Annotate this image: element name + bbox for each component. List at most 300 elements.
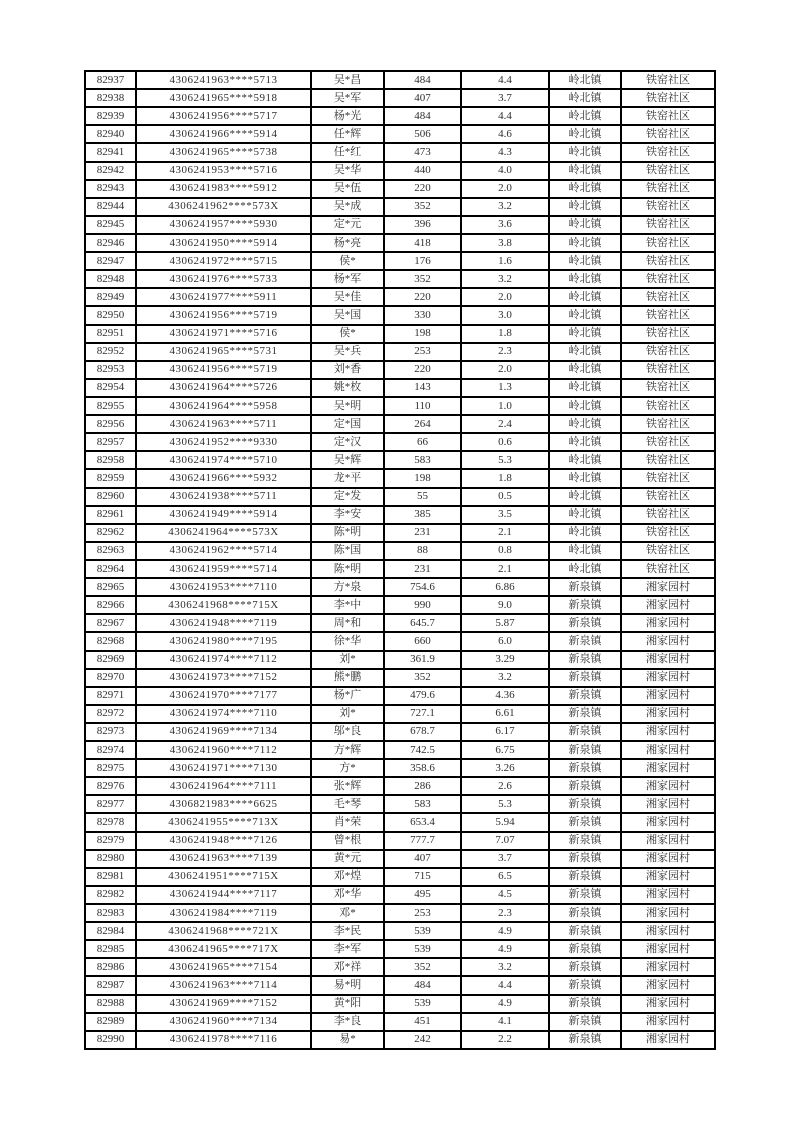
cell-value: 3.2 [461,198,549,216]
cell-amount: 253 [384,904,461,922]
cell-sequence-number: 82964 [85,560,136,578]
table-row [85,433,715,451]
cell-village: 铁窑社区 [621,252,715,270]
records-table-body [85,71,715,1049]
cell-value: 4.9 [461,922,549,940]
cell-sequence-number: 82945 [85,216,136,234]
table-row [85,1013,715,1031]
table-row [85,596,715,614]
table-row [85,415,715,433]
cell-amount: 754.6 [384,578,461,596]
cell-sequence-number: 82979 [85,832,136,850]
cell-value: 4.6 [461,125,549,143]
cell-person-name: 吴*国 [311,306,384,324]
cell-sequence-number: 82941 [85,143,136,161]
cell-person-name: 定*元 [311,216,384,234]
cell-amount: 407 [384,89,461,107]
cell-town: 新泉镇 [549,958,621,976]
cell-id-card-number: 4306241971****5716 [136,325,311,343]
cell-person-name: 肖*荣 [311,813,384,831]
cell-town: 新泉镇 [549,850,621,868]
cell-village: 铁窑社区 [621,469,715,487]
cell-value: 0.6 [461,433,549,451]
cell-amount: 361.9 [384,651,461,669]
cell-town: 新泉镇 [549,669,621,687]
table-row [85,180,715,198]
table-row [85,379,715,397]
cell-sequence-number: 82940 [85,125,136,143]
cell-amount: 220 [384,361,461,379]
cell-village: 湘家园村 [621,759,715,777]
cell-amount: 242 [384,1031,461,1049]
cell-town: 新泉镇 [549,1031,621,1049]
cell-person-name: 刘* [311,651,384,669]
cell-value: 4.4 [461,107,549,125]
cell-person-name: 张*辉 [311,777,384,795]
cell-value: 4.4 [461,976,549,994]
cell-amount: 231 [384,560,461,578]
cell-value: 2.1 [461,560,549,578]
cell-value: 3.2 [461,270,549,288]
cell-sequence-number: 82959 [85,469,136,487]
cell-town: 新泉镇 [549,687,621,705]
cell-id-card-number: 4306241968****715X [136,596,311,614]
cell-town: 新泉镇 [549,759,621,777]
cell-value: 2.0 [461,180,549,198]
cell-sequence-number: 82968 [85,632,136,650]
cell-sequence-number: 82942 [85,162,136,180]
cell-town: 岭北镇 [549,143,621,161]
cell-person-name: 吴*昌 [311,71,384,89]
cell-value: 3.5 [461,506,549,524]
table-row [85,542,715,560]
cell-village: 湘家园村 [621,578,715,596]
cell-id-card-number: 4306241956****5719 [136,361,311,379]
cell-village: 湘家园村 [621,651,715,669]
cell-person-name: 定*发 [311,488,384,506]
cell-village: 湘家园村 [621,632,715,650]
cell-id-card-number: 4306241969****7134 [136,723,311,741]
cell-person-name: 侯* [311,325,384,343]
cell-amount: 198 [384,325,461,343]
cell-amount: 539 [384,940,461,958]
cell-village: 湘家园村 [621,705,715,723]
cell-person-name: 吴*辉 [311,451,384,469]
table-row [85,469,715,487]
cell-amount: 727.1 [384,705,461,723]
cell-id-card-number: 4306241953****5716 [136,162,311,180]
table-row [85,270,715,288]
cell-value: 6.5 [461,868,549,886]
table-row [85,343,715,361]
cell-person-name: 黄*元 [311,850,384,868]
cell-town: 岭北镇 [549,325,621,343]
cell-town: 新泉镇 [549,813,621,831]
cell-town: 岭北镇 [549,415,621,433]
cell-village: 铁窑社区 [621,325,715,343]
cell-village: 铁窑社区 [621,451,715,469]
cell-id-card-number: 4306241949****5914 [136,506,311,524]
cell-value: 2.0 [461,288,549,306]
cell-id-card-number: 4306241974****5710 [136,451,311,469]
cell-town: 岭北镇 [549,451,621,469]
cell-village: 铁窑社区 [621,288,715,306]
cell-id-card-number: 4306241962****5714 [136,542,311,560]
cell-village: 湘家园村 [621,904,715,922]
cell-town: 岭北镇 [549,433,621,451]
cell-person-name: 吴*佳 [311,288,384,306]
cell-village: 湘家园村 [621,1031,715,1049]
cell-village: 铁窑社区 [621,343,715,361]
cell-village: 湘家园村 [621,777,715,795]
cell-village: 铁窑社区 [621,216,715,234]
table-row [85,832,715,850]
table-row [85,252,715,270]
cell-id-card-number: 4306241963****7114 [136,976,311,994]
cell-amount: 220 [384,180,461,198]
cell-value: 4.4 [461,71,549,89]
cell-person-name: 吴*华 [311,162,384,180]
cell-sequence-number: 82973 [85,723,136,741]
cell-amount: 176 [384,252,461,270]
cell-person-name: 邓*华 [311,886,384,904]
cell-sequence-number: 82948 [85,270,136,288]
table-row [85,89,715,107]
cell-value: 5.3 [461,795,549,813]
cell-value: 1.8 [461,469,549,487]
cell-id-card-number: 4306241965****5918 [136,89,311,107]
cell-village: 铁窑社区 [621,143,715,161]
cell-id-card-number: 4306241964****573X [136,524,311,542]
cell-amount: 473 [384,143,461,161]
cell-town: 新泉镇 [549,723,621,741]
cell-village: 湘家园村 [621,832,715,850]
cell-amount: 418 [384,234,461,252]
cell-id-card-number: 4306241938****5711 [136,488,311,506]
table-row [85,759,715,777]
cell-sequence-number: 82982 [85,886,136,904]
cell-person-name: 熊*鹏 [311,669,384,687]
cell-person-name: 徐*华 [311,632,384,650]
cell-value: 2.3 [461,904,549,922]
cell-person-name: 邓* [311,904,384,922]
cell-value: 3.0 [461,306,549,324]
cell-sequence-number: 82951 [85,325,136,343]
cell-town: 岭北镇 [549,125,621,143]
cell-sequence-number: 82938 [85,89,136,107]
table-row [85,705,715,723]
cell-amount: 479.6 [384,687,461,705]
table-row [85,669,715,687]
cell-id-card-number: 4306241973****7152 [136,669,311,687]
table-row [85,524,715,542]
cell-town: 岭北镇 [549,198,621,216]
table-row [85,162,715,180]
table-row [85,288,715,306]
table-row [85,306,715,324]
cell-sequence-number: 82980 [85,850,136,868]
cell-person-name: 定*国 [311,415,384,433]
cell-village: 铁窑社区 [621,524,715,542]
cell-village: 铁窑社区 [621,361,715,379]
cell-value: 4.3 [461,143,549,161]
cell-town: 岭北镇 [549,89,621,107]
cell-person-name: 吴*军 [311,89,384,107]
table-row [85,506,715,524]
cell-sequence-number: 82958 [85,451,136,469]
cell-sequence-number: 82949 [85,288,136,306]
cell-value: 4.1 [461,1013,549,1031]
cell-village: 铁窑社区 [621,107,715,125]
cell-person-name: 刘* [311,705,384,723]
cell-id-card-number: 4306241955****713X [136,813,311,831]
table-row [85,451,715,469]
cell-id-card-number: 4306241965****717X [136,940,311,958]
table-row [85,614,715,632]
cell-town: 新泉镇 [549,922,621,940]
cell-town: 岭北镇 [549,542,621,560]
cell-value: 4.0 [461,162,549,180]
cell-sequence-number: 82960 [85,488,136,506]
cell-village: 湘家园村 [621,741,715,759]
cell-value: 1.6 [461,252,549,270]
cell-person-name: 易* [311,1031,384,1049]
cell-sequence-number: 82977 [85,795,136,813]
cell-person-name: 吴*伍 [311,180,384,198]
cell-value: 3.7 [461,850,549,868]
cell-sequence-number: 82957 [85,433,136,451]
cell-amount: 506 [384,125,461,143]
cell-id-card-number: 4306241972****5715 [136,252,311,270]
cell-amount: 55 [384,488,461,506]
cell-person-name: 杨*光 [311,107,384,125]
cell-village: 铁窑社区 [621,560,715,578]
cell-id-card-number: 4306241977****5911 [136,288,311,306]
cell-id-card-number: 4306241976****5733 [136,270,311,288]
cell-village: 湘家园村 [621,958,715,976]
table-row [85,976,715,994]
table-row [85,198,715,216]
cell-value: 3.8 [461,234,549,252]
cell-village: 湘家园村 [621,886,715,904]
cell-amount: 198 [384,469,461,487]
cell-village: 湘家园村 [621,596,715,614]
cell-sequence-number: 82952 [85,343,136,361]
cell-id-card-number: 4306241953****7110 [136,578,311,596]
cell-sequence-number: 82983 [85,904,136,922]
table-row [85,850,715,868]
cell-amount: 495 [384,886,461,904]
cell-value: 5.3 [461,451,549,469]
cell-sequence-number: 82990 [85,1031,136,1049]
cell-person-name: 李*民 [311,922,384,940]
cell-amount: 264 [384,415,461,433]
cell-sequence-number: 82950 [85,306,136,324]
table-row [85,125,715,143]
cell-amount: 253 [384,343,461,361]
cell-town: 新泉镇 [549,995,621,1013]
cell-village: 湘家园村 [621,850,715,868]
cell-town: 岭北镇 [549,270,621,288]
cell-village: 铁窑社区 [621,234,715,252]
cell-town: 新泉镇 [549,868,621,886]
cell-sequence-number: 82963 [85,542,136,560]
cell-person-name: 杨*广 [311,687,384,705]
cell-person-name: 邬*良 [311,723,384,741]
cell-value: 6.61 [461,705,549,723]
cell-sequence-number: 82946 [85,234,136,252]
cell-id-card-number: 4306241965****5738 [136,143,311,161]
cell-person-name: 李*安 [311,506,384,524]
table-row [85,216,715,234]
cell-town: 新泉镇 [549,940,621,958]
cell-value: 1.3 [461,379,549,397]
cell-id-card-number: 4306241962****573X [136,198,311,216]
cell-town: 新泉镇 [549,777,621,795]
cell-value: 5.87 [461,614,549,632]
cell-value: 6.0 [461,632,549,650]
cell-sequence-number: 82985 [85,940,136,958]
cell-value: 0.8 [461,542,549,560]
cell-amount: 385 [384,506,461,524]
table-row [85,813,715,831]
cell-value: 3.2 [461,669,549,687]
cell-person-name: 侯* [311,252,384,270]
cell-value: 4.5 [461,886,549,904]
cell-id-card-number: 4306241968****721X [136,922,311,940]
cell-id-card-number: 4306821983****6625 [136,795,311,813]
cell-town: 新泉镇 [549,596,621,614]
cell-id-card-number: 4306241974****7112 [136,651,311,669]
cell-id-card-number: 4306241960****7134 [136,1013,311,1031]
cell-village: 铁窑社区 [621,379,715,397]
cell-id-card-number: 4306241966****5914 [136,125,311,143]
table-row [85,723,715,741]
table-row [85,886,715,904]
cell-village: 湘家园村 [621,795,715,813]
cell-town: 岭北镇 [549,180,621,198]
cell-person-name: 李*良 [311,1013,384,1031]
cell-amount: 352 [384,198,461,216]
cell-value: 4.36 [461,687,549,705]
cell-person-name: 李*军 [311,940,384,958]
cell-id-card-number: 4306241944****7117 [136,886,311,904]
cell-value: 3.2 [461,958,549,976]
cell-amount: 352 [384,958,461,976]
cell-sequence-number: 82989 [85,1013,136,1031]
cell-value: 2.0 [461,361,549,379]
cell-amount: 583 [384,795,461,813]
cell-value: 1.8 [461,325,549,343]
cell-person-name: 李*中 [311,596,384,614]
cell-id-card-number: 4306241970****7177 [136,687,311,705]
cell-amount: 407 [384,850,461,868]
cell-sequence-number: 82988 [85,995,136,1013]
cell-amount: 539 [384,995,461,1013]
cell-village: 铁窑社区 [621,397,715,415]
cell-town: 岭北镇 [549,71,621,89]
cell-value: 2.3 [461,343,549,361]
cell-id-card-number: 4306241952****9330 [136,433,311,451]
cell-amount: 88 [384,542,461,560]
cell-village: 铁窑社区 [621,180,715,198]
cell-town: 岭北镇 [549,488,621,506]
cell-value: 4.9 [461,995,549,1013]
table-row [85,995,715,1013]
cell-value: 3.26 [461,759,549,777]
cell-amount: 645.7 [384,614,461,632]
table-row [85,107,715,125]
cell-sequence-number: 82962 [85,524,136,542]
cell-sequence-number: 82956 [85,415,136,433]
cell-town: 岭北镇 [549,560,621,578]
records-table [84,70,716,1050]
cell-id-card-number: 4306241956****5719 [136,306,311,324]
cell-village: 湘家园村 [621,940,715,958]
cell-village: 湘家园村 [621,976,715,994]
cell-town: 新泉镇 [549,832,621,850]
cell-person-name: 易*明 [311,976,384,994]
cell-sequence-number: 82947 [85,252,136,270]
cell-village: 铁窑社区 [621,270,715,288]
cell-town: 岭北镇 [549,252,621,270]
cell-town: 新泉镇 [549,632,621,650]
cell-id-card-number: 4306241984****7119 [136,904,311,922]
cell-amount: 396 [384,216,461,234]
cell-town: 新泉镇 [549,705,621,723]
cell-sequence-number: 82978 [85,813,136,831]
cell-village: 铁窑社区 [621,125,715,143]
table-row [85,687,715,705]
cell-person-name: 任*红 [311,143,384,161]
cell-village: 铁窑社区 [621,433,715,451]
cell-amount: 653.4 [384,813,461,831]
cell-amount: 484 [384,71,461,89]
cell-village: 湘家园村 [621,723,715,741]
cell-value: 6.17 [461,723,549,741]
cell-id-card-number: 4306241959****5714 [136,560,311,578]
cell-amount: 286 [384,777,461,795]
cell-village: 湘家园村 [621,922,715,940]
cell-village: 铁窑社区 [621,71,715,89]
cell-town: 新泉镇 [549,904,621,922]
cell-person-name: 黄*阳 [311,995,384,1013]
cell-id-card-number: 4306241963****7139 [136,850,311,868]
cell-amount: 742.5 [384,741,461,759]
cell-town: 新泉镇 [549,1013,621,1031]
table-row [85,578,715,596]
cell-sequence-number: 82972 [85,705,136,723]
cell-sequence-number: 82975 [85,759,136,777]
cell-sequence-number: 82944 [85,198,136,216]
cell-amount: 777.7 [384,832,461,850]
cell-town: 岭北镇 [549,234,621,252]
cell-sequence-number: 82965 [85,578,136,596]
cell-sequence-number: 82943 [85,180,136,198]
cell-value: 4.9 [461,940,549,958]
cell-village: 湘家园村 [621,813,715,831]
table-row [85,795,715,813]
cell-value: 9.0 [461,596,549,614]
table-row [85,143,715,161]
cell-sequence-number: 82987 [85,976,136,994]
cell-village: 湘家园村 [621,669,715,687]
cell-id-card-number: 4306241964****5958 [136,397,311,415]
cell-sequence-number: 82953 [85,361,136,379]
cell-sequence-number: 82954 [85,379,136,397]
cell-amount: 440 [384,162,461,180]
cell-value: 3.6 [461,216,549,234]
